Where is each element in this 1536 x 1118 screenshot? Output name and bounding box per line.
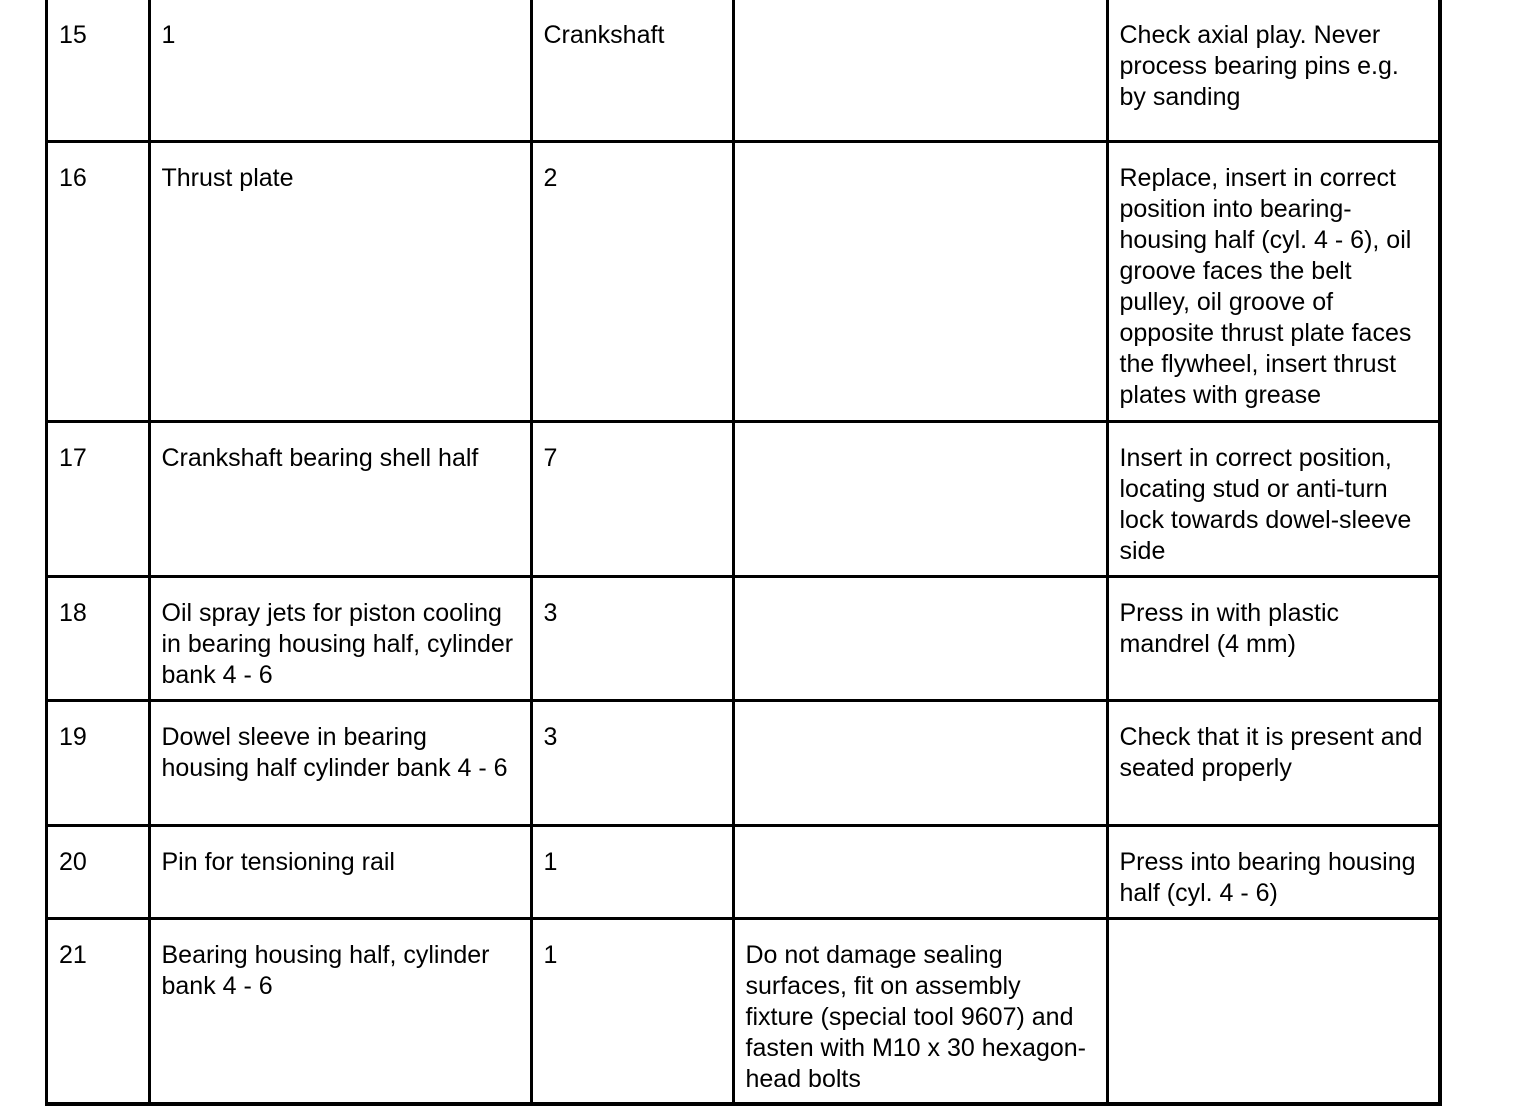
cell-item-number: 16 [48, 141, 149, 421]
cell-instruction [1107, 918, 1438, 1102]
cell-designation: Bearing housing half, cylinder bank 4 - 6 [149, 918, 531, 1102]
cell-note [733, 141, 1107, 421]
table-row [48, 576, 1438, 700]
cell-quantity: 3 [531, 700, 733, 825]
cell-designation: Crankshaft bearing shell half [149, 421, 531, 576]
cell-quantity: 1 [531, 825, 733, 918]
table-row [48, 700, 1438, 825]
cell-quantity: 2 [531, 141, 733, 421]
table-row [48, 0, 1438, 141]
table-row [48, 421, 1438, 576]
cell-item-number: 19 [48, 700, 149, 825]
cell-item-number: 21 [48, 918, 149, 1102]
cell-instruction: Replace, insert in correct position into bearing-housing half (cyl. 4 - 6), oil groove faces the belt pulley, oil groove of opposite thrust plate faces the flywheel, insert thrust plates with grease [1107, 141, 1438, 421]
cell-note [733, 0, 1107, 141]
cell-designation: Thrust plate [149, 141, 531, 421]
cell-quantity: 7 [531, 421, 733, 576]
cell-instruction: Check axial play. Never process bearing pins e.g. by sanding [1107, 0, 1438, 141]
cell-designation: Oil spray jets for piston cooling in bearing housing half, cylinder bank 4 - 6 [149, 576, 531, 700]
cell-item-number: 18 [48, 576, 149, 700]
cell-instruction: Press in with plastic mandrel (4 mm) [1107, 576, 1438, 700]
cell-quantity: Crankshaft [531, 0, 733, 141]
cell-item-number: 20 [48, 825, 149, 918]
cell-instruction: Insert in correct position, locating stud or anti-turn lock towards dowel-sleeve side [1107, 421, 1438, 576]
table-row [48, 141, 1438, 421]
table-row [48, 918, 1438, 1102]
cell-instruction: Press into bearing housing half (cyl. 4 - 6) [1107, 825, 1438, 918]
cell-designation: Dowel sleeve in bearing housing half cylinder bank 4 - 6 [149, 700, 531, 825]
cell-quantity: 3 [531, 576, 733, 700]
cell-item-number: 17 [48, 421, 149, 576]
cell-quantity: 1 [531, 918, 733, 1102]
cell-designation: 1 [149, 0, 531, 141]
cell-note [733, 576, 1107, 700]
cell-instruction: Check that it is present and seated properly [1107, 700, 1438, 825]
cell-note [733, 825, 1107, 918]
cell-note: Do not damage sealing surfaces, fit on assembly fixture (special tool 9607) and fasten with M10 x 30 hexagon-head bolts [733, 918, 1107, 1102]
cell-note [733, 700, 1107, 825]
parts-table [48, 0, 1438, 1102]
cell-item-number: 15 [48, 0, 149, 141]
table-row [48, 825, 1438, 918]
cell-designation: Pin for tensioning rail [149, 825, 531, 918]
parts-table-container [45, 0, 1442, 1106]
cell-note [733, 421, 1107, 576]
